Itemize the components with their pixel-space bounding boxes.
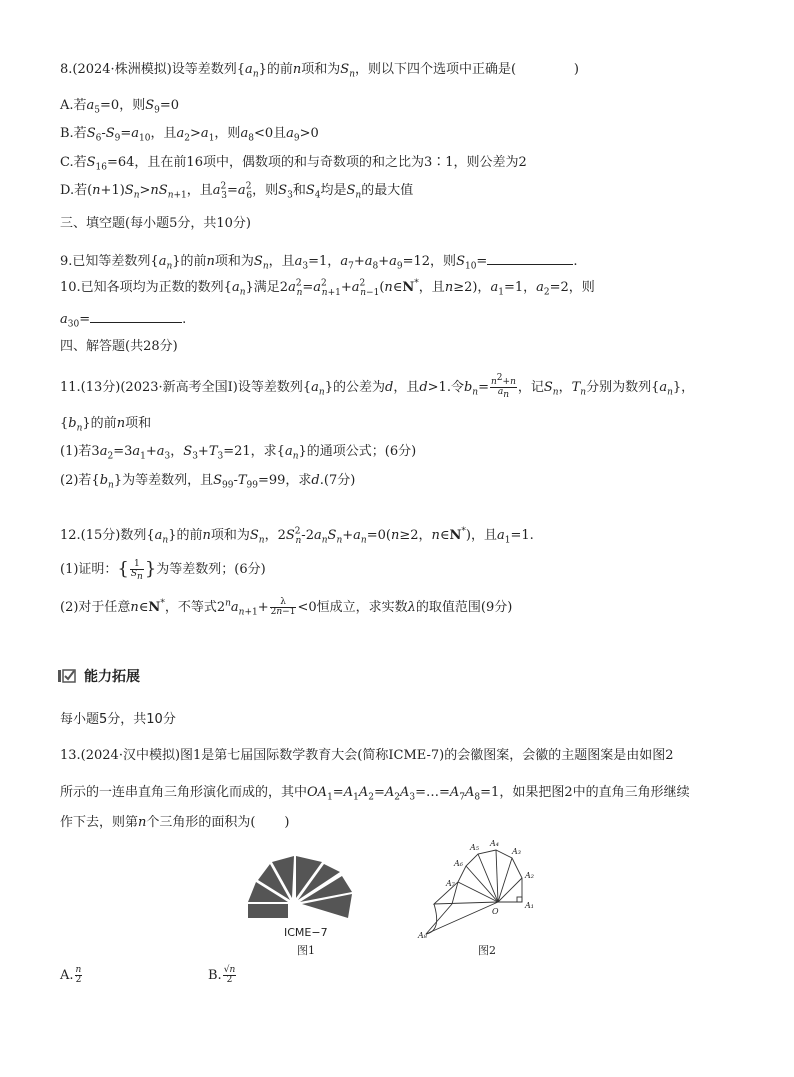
fig1-caption: 图1 bbox=[297, 944, 315, 957]
q13-option-b: B. $\frac{√n}{2}$ bbox=[208, 965, 236, 985]
q10-answer-blank[interactable] bbox=[90, 310, 182, 323]
q9-answer-blank[interactable] bbox=[487, 252, 573, 265]
label-a1: A₁ bbox=[525, 901, 534, 910]
q12-part2: (2)对于任意n∈N*，不等式$2^na_{n+1}+$ $\frac{\lambda}{2n-1}$ <0恒成立，求实数λ的取值范围(9分) bbox=[60, 597, 513, 618]
q11-stem: 11.(13分)(2023·新高考全国Ⅰ)设等差数列$\{a_n\}$的公差为d，且d>1.令$b_n=$ $\frac{n^2+n}{a_n}$ ，记$S_n$，$T_n$分别为数列$\{a_n\}$， bbox=[60, 373, 695, 400]
fig2-caption: 图2 bbox=[478, 944, 496, 957]
q13-line1: 13.(2024·汉中模拟)图1是第七届国际数学教育大会(简称ICME-7)的会徽图案，会徽的主题图案是由如图2 bbox=[60, 748, 674, 763]
label-o: O bbox=[492, 907, 499, 916]
q8-option-d: D.若$(n+1)S_n>nS_{n+1}$，且$a^2_3=a^2_6$，则$S_3$和$S_4$均是$S_n$的最大值 bbox=[60, 181, 414, 201]
section-fill-in: 三、填空题(每小题5分，共10分) bbox=[60, 216, 251, 231]
icme7-logo-text: ICME−7 bbox=[284, 926, 328, 939]
checkbox-icon bbox=[58, 669, 76, 683]
q8-stem: 8.(2024·株洲模拟)设等差数列$\{a_n\}$的前n项和为$S_n$，则以下四个选项中正确是( ) bbox=[60, 62, 579, 80]
q8-option-b: B.若$S_6-S_9=a_{10}$，且$a_2>a_1$，则$a_8<0$且$a_9>0$ bbox=[60, 126, 319, 144]
q11-stem-cont: $\{b_n\}$的前n项和 bbox=[60, 416, 152, 434]
q9-stem: 9.已知等差数列$\{a_n\}$的前n项和为$S_n$，且$a_3=1$，$a_7+a_8+a_9=12$，则$S_{10}=$ . bbox=[60, 254, 578, 272]
label-a8: A₈ bbox=[418, 931, 427, 940]
label-a5: A₅ bbox=[470, 843, 479, 852]
q12-part1: (1)证明：{ $\frac{1}{S_n}$ }为等差数列；(6分) bbox=[60, 558, 266, 582]
label-a7: A₇ bbox=[446, 879, 455, 888]
label-a3: A₃ bbox=[512, 847, 521, 856]
ability-score-note: 每小题5分，共10分 bbox=[60, 712, 176, 727]
q11-part2: (2)若$\{b_n\}$为等差数列，且$S_{99}-T_{99}=99$，求d.(7分) bbox=[60, 473, 356, 491]
q8-option-a: A.若$a_5=0$，则$S_9=0$ bbox=[60, 98, 180, 116]
q13-option-a: A. $\frac{n}{2}$ bbox=[60, 965, 82, 985]
label-a6: A₆ bbox=[454, 859, 463, 868]
q13-line2: 所示的一连串直角三角形演化而成的，其中$OA_1=A_1A_2=A_2A_3=\dots=A_7A_8=1$，如果把图2中的直角三角形继续 bbox=[60, 785, 690, 803]
q10-stem: 10.已知各项均为正数的数列$\{a_n\}$满足$2a^2_n=a^2_{n+1}+a^2_{n-1}(n\in N^*$，且n≥2)，$a_1=1$，$a_2=2$，则 bbox=[60, 278, 595, 298]
icme7-logo-figure bbox=[244, 852, 360, 926]
q10-answer-line: $a_{30}=$ . bbox=[60, 312, 187, 330]
q12-stem: 12.(15分)数列$\{a_n\}$的前n项和为$S_n$，$2S^2_n-2a_nS_n+a_n=0(n\ge 2$，n∈N*)，且$a_1=1$. bbox=[60, 526, 534, 546]
label-a4: A₄ bbox=[490, 839, 499, 848]
q11-part1: (1)若$3a_2=3a_1+a_3$，$S_3+T_3=21$，求$\{a_n\}$的通项公式；(6分) bbox=[60, 444, 417, 462]
spiral-triangles-figure bbox=[412, 836, 562, 946]
q8-option-c: C.若$S_{16}=64$，且在前16项中，偶数项的和与奇数项的和之比为3∶1，则公差为2 bbox=[60, 155, 527, 173]
section-solutions: 四、解答题(共28分) bbox=[60, 339, 178, 354]
section-ability-title: 能力拓展 bbox=[84, 669, 140, 685]
q13-line3: 作下去，则第n个三角形的面积为( ) bbox=[60, 815, 290, 830]
label-a2: A₂ bbox=[525, 871, 534, 880]
